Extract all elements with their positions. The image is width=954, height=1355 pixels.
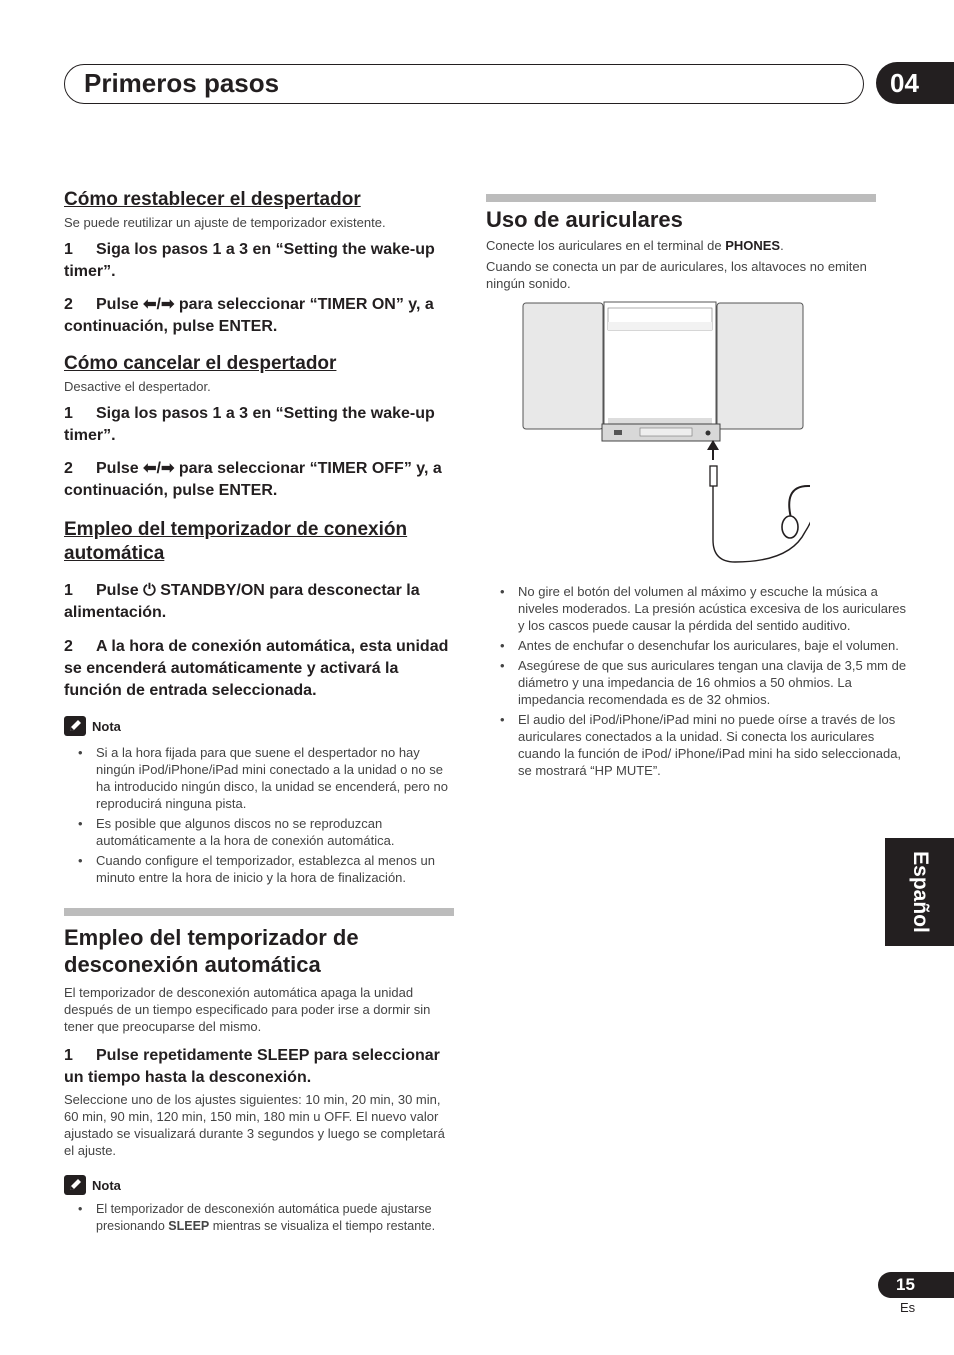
- section-intro: Desactive el despertador.: [64, 379, 211, 394]
- language-code: Es: [900, 1300, 916, 1315]
- section-heading: Cómo cancelar el despertador: [64, 353, 337, 374]
- step-detail: Seleccione uno de los ajustes siguientes: 10 min, 20 min, 30 min, 60 min, 90 min, 120 min, 150 min, 180 min u OFF. El nuevo valor ajustado se visualizará durante 3 segundos y luego se completará el ajuste.: [64, 1092, 445, 1158]
- left-column: [64, 188, 456, 1238]
- page-number: 15: [878, 1272, 954, 1298]
- step: 2 Pulse ⬅/➡ para seleccionar “TIMER OFF” y, a continuación, pulse ENTER.: [64, 460, 442, 499]
- list-item: • No gire el botón del volumen al máximo y escuche la música a niveles moderados. La presión acústica excesiva de los auriculares y los cascos puede causar la pérdida del sentido auditivo.: [518, 583, 910, 634]
- note-list: [64, 1201, 456, 1235]
- section-intro: El temporizador de desconexión automática apaga la unidad después de un tiempo especificado para poder irse a dormir sin tener que preocuparse del mismo.: [64, 985, 431, 1034]
- pencil-icon: [64, 716, 86, 736]
- step: 1 Siga los pasos 1 a 3 en “Setting the wake-up timer”.: [64, 241, 435, 280]
- step: 1 Pulse ⏻ STANDBY/ON para desconectar la alimentación.: [64, 582, 420, 621]
- step: 2 Pulse ⬅/➡ para seleccionar “TIMER ON” y, a continuación, pulse ENTER.: [64, 296, 434, 335]
- section-heading-large: Empleo del temporizador de desconexión automática: [64, 925, 359, 977]
- step: 2 A la hora de conexión automática, esta unidad se encenderá automáticamente y activará la función de entrada seleccionada.: [64, 638, 449, 699]
- page-title: Primeros pasos: [84, 68, 280, 98]
- section-bar: [64, 908, 454, 916]
- list-item: • Cuando configure el temporizador, establezca al menos un minuto entre la hora de inicio y la hora de finalización.: [96, 852, 456, 886]
- chapter-number: 04: [876, 62, 954, 104]
- section-intro: Se puede reutilizar un ajuste de temporizador existente.: [64, 215, 386, 230]
- list-item: • Es posible que algunos discos no se reproduzcan automáticamente a la hora de conexión automática.: [96, 815, 456, 849]
- paragraph: Cuando se conecta un par de auriculares, los altavoces no emiten ningún sonido.: [486, 259, 867, 291]
- power-icon: ⏻: [143, 582, 156, 599]
- section-heading-large: Uso de auriculares: [486, 207, 683, 232]
- headphones-connection-illustration: [520, 300, 810, 570]
- arrow-left-right-icon: ⬅/➡: [143, 296, 175, 313]
- paragraph: Conecte los auriculares en el terminal de PHONES.: [486, 238, 784, 253]
- list-item: • El temporizador de desconexión automática puede ajustarse presionando SLEEP mientras se visualiza el tiempo restante.: [96, 1201, 456, 1235]
- bullet-list: [486, 583, 910, 782]
- list-item: • Si a la hora fijada para que suene el despertador no hay ningún iPod/iPhone/iPad mini conectado a la unidad o no se ha introducido ningún disco, la unidad se encenderá, pero no reproducirá ninguna pista.: [96, 744, 456, 812]
- list-item: • Antes de enchufar o desenchufar los auriculares, baje el volumen.: [518, 637, 910, 654]
- section-bar: [486, 194, 876, 202]
- arrow-left-right-icon: ⬅/➡: [143, 460, 175, 477]
- step: 1 Siga los pasos 1 a 3 en “Setting the wake-up timer”.: [64, 405, 435, 444]
- list-item: • Asegúrese de que sus auriculares tengan una clavija de 3,5 mm de diámetro y una impedancia de 16 ohmios a 50 ohmios. La impedancia recomendada es de 32 ohmios.: [518, 657, 910, 708]
- section-heading: Empleo del temporizador de conexión automática: [64, 519, 408, 564]
- step: 1 Pulse repetidamente SLEEP para seleccionar un tiempo hasta la desconexión.: [64, 1047, 440, 1086]
- note-label: Nota: [64, 716, 456, 736]
- right-column: [486, 206, 878, 292]
- section-heading: Cómo restablecer el despertador: [64, 189, 361, 210]
- list-item: • El audio del iPod/iPhone/iPad mini no puede oírse a través de los auriculares conectados a la unidad. Si conecta los auriculares cuando la función de iPod/ iPhone/iPad mini ha sido seleccionada, se mostrará “HP MUTE”.: [518, 711, 910, 779]
- pencil-icon: [64, 1175, 86, 1195]
- note-label: Nota: [64, 1175, 456, 1195]
- language-tab: Español: [885, 838, 954, 946]
- note-list: [64, 744, 456, 886]
